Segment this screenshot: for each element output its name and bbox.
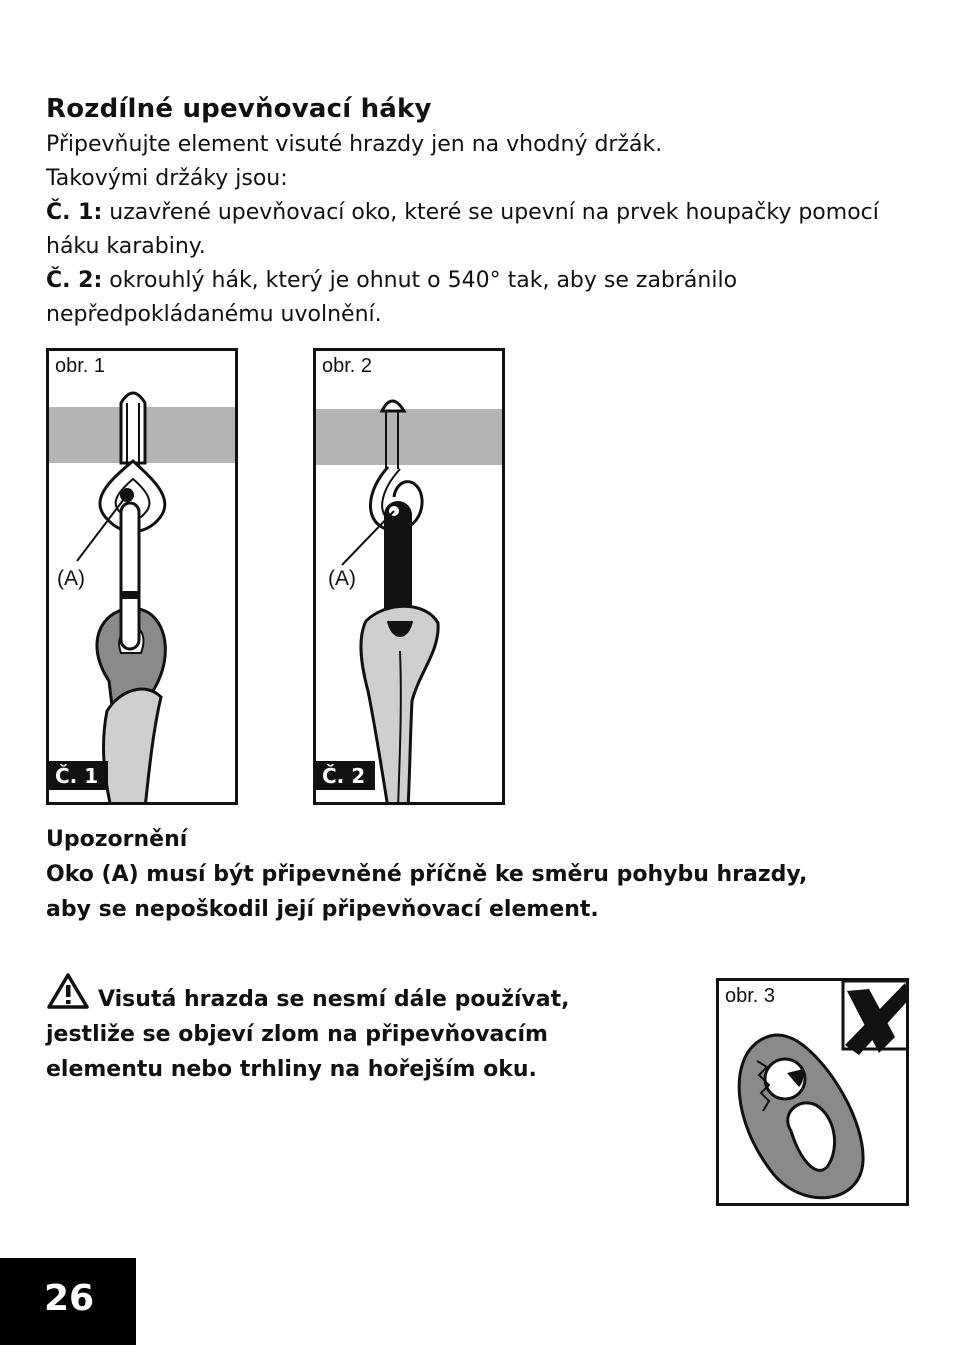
item-2 [46, 264, 916, 298]
item-2-text-cont: nepředpokládanému uvolnění. [46, 302, 382, 327]
notice-block [46, 822, 906, 927]
warning-block [46, 972, 666, 1087]
item-1-label: Č. 1: [46, 200, 103, 225]
intro-line-2: Takovými držáky jsou: [46, 166, 288, 191]
figure-3-label: obr. 3 [725, 985, 776, 1007]
figure-2-callout: (A) [328, 567, 356, 590]
intro-line-1: Připevňujte element visuté hrazdy jen na vhodný držák. [46, 132, 663, 157]
figure-3 [716, 978, 909, 1206]
figure-3-illustration [719, 981, 909, 1206]
warning-line-2: jestliže se objeví zlom na připevňovacím [46, 1022, 548, 1047]
item-2-label: Č. 2: [46, 268, 103, 293]
cross-mark-icon [843, 981, 909, 1055]
figure-1-tag: Č. 1 [49, 761, 108, 790]
intro-text [46, 128, 916, 332]
notice-title: Upozornění [46, 827, 188, 852]
notice-line-2: aby se nepoškodil její připevňovací element. [46, 897, 599, 922]
figure-2-tag: Č. 2 [316, 761, 375, 790]
warning-line-1: Visutá hrazda se nesmí dále používat, [98, 987, 570, 1012]
section-heading: Rozdílné upevňovací háky [46, 94, 432, 124]
figure-2-label: obr. 2 [322, 355, 373, 377]
item-1-text-cont: háku karabiny. [46, 234, 206, 259]
page-number-box [0, 1258, 136, 1345]
figure-2 [313, 348, 505, 805]
warning-triangle-icon [46, 972, 90, 1010]
figure-1-callout: (A) [57, 567, 85, 590]
notice-line-1: Oko (A) musí být připevněné příčně ke směru pohybu hrazdy, [46, 862, 808, 887]
figure-1-label: obr. 1 [55, 355, 106, 377]
item-2-text: okrouhlý hák, který je ohnut o 540° tak, aby se zabránilo [109, 268, 738, 293]
warning-line-3: elementu nebo trhliny na hořejším oku. [46, 1057, 537, 1082]
page-number: 26 [44, 1278, 95, 1319]
figure-1 [46, 348, 238, 805]
item-1 [46, 196, 916, 230]
item-1-text: uzavřené upevňovací oko, které se upevní na prvek houpačky pomocí [109, 200, 879, 225]
warning-line-1-row [46, 972, 666, 1017]
